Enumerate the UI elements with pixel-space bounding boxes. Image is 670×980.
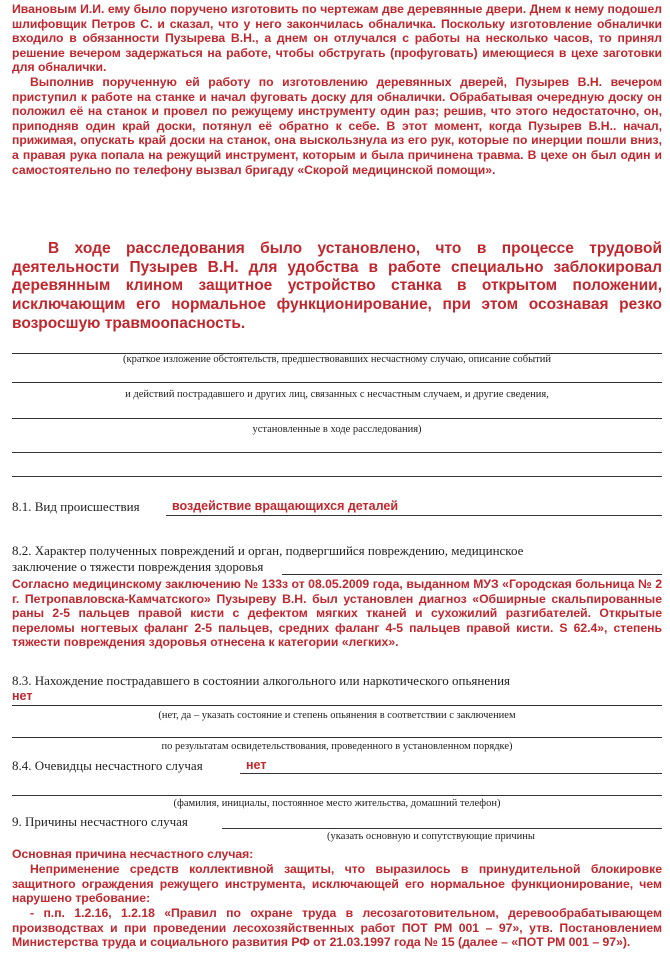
- caption-circumstances-3: установленные в ходе расследования): [252, 424, 422, 435]
- intro-paragraph-2: Выполнив порученную ей работу по изготовлению деревянных дверей, Пузырев В.Н. вечером приступил к работе на станке и начал фуговать доску для обналички. Обрабатывая очередную доску он положил её на станок и провел по режущему инструменту один раз; решив, что этого недостаточно, он, приподняв один край доски, потянул её обратно к себе. В этот момент, когда Пузырев В.Н.. начал, прижимая, опускать край доски на станок, она выскользнула из его рук, которые по инерции пошли вниз, а правая рука попала на режущий инструмент, которым и была причинена травма. В цехе он был один и самостоятельно по телефону вызвал бригаду «Скорой медицинской помощи».: [12, 74, 662, 177]
- section-9-main-cause-text: Неприменение средств коллективной защиты, что выразилось в принудительной блокировке защитного ограждения режущего инструмента, исключающей его нормальное функционирование, чем нарушено требование:: [12, 862, 662, 906]
- investigation-finding: В ходе расследования было установлено, что в процессе трудовой деятельности Пузырев В.Н. для удобства в работе специально заблокировал деревянным клином защитное устройство станка в открытом положении, исключающим его нормальное функционирование, при этом осознавая резко возросшую травмоопасность.: [12, 240, 662, 332]
- divider-line: [282, 574, 662, 575]
- divider-line: [12, 382, 662, 383]
- divider-line: [12, 476, 662, 477]
- divider-line: [12, 705, 662, 706]
- caption-circumstances-2: и действий пострадавшего и других лиц, связанных с несчастным случаем, и другие сведения,: [125, 389, 549, 400]
- section-8-3-value: нет: [12, 689, 33, 703]
- intro-text: [12, 2, 662, 177]
- section-8-1-label: 8.1. Вид происшествия: [12, 499, 140, 514]
- section-9-rule-reference: - п.п. 1.2.16, 1.2.18 «Правил по охране труда в лесозаготовительном, деревообрабатывающем производствах и при проведении лесохозяйственных работ ПОТ РМ 001 – 97», утв. Постановлением Министерства труда и социального развития РФ от 21.03.1997 года № 15 (далее – «ПОТ РМ 001 – 97»).: [12, 906, 662, 950]
- caption-circumstances-1: (краткое изложение обстоятельств, предшествовавших несчастному случаю, описание событий: [123, 354, 551, 365]
- divider-line: [222, 828, 662, 829]
- intro-paragraph-1: Ивановым И.И. ему было поручено изготовить по чертежам две деревянные двери. Днем к нему подошел шлифовщик Петров С. и сказал, что у него закончилась обналичка. Поскольку изготовление обналички входило в обязанности Пузырева В.Н., а днем он отлучался с работы на несколько часов, то принял решение вечером задержаться на работе, чтобы обстругать (профуговать) имеющиеся в цехе заготовки для обналички.: [12, 2, 662, 75]
- section-8-2-label-1: 8.2. Характер полученных повреждений и орган, подвергшийся повреждению, медицинское: [12, 543, 524, 558]
- section-8-4-label: 8.4. Очевидцы несчастного случая: [12, 758, 203, 773]
- divider-line: [166, 515, 662, 516]
- section-8-1-value: воздействие вращающихся деталей: [172, 499, 399, 513]
- divider-line: [240, 773, 662, 774]
- caption-witnesses: (фамилия, инициалы, постоянное место жительства, домашний телефон): [173, 798, 501, 809]
- divider-line: [12, 795, 662, 796]
- section-8-3-label: 8.3. Нахождение пострадавшего в состоянии алкогольного или наркотического опьянения: [12, 673, 511, 688]
- divider-line: [12, 737, 662, 738]
- caption-causes: (указать основную и сопутствующие причины: [327, 831, 535, 842]
- section-8-4-value: нет: [246, 758, 267, 772]
- section-8-2-label-2: заключение о тяжести повреждения здоровья: [12, 559, 264, 574]
- divider-line: [12, 452, 662, 453]
- divider-line: [12, 418, 662, 419]
- section-9-label: 9. Причины несчастного случая: [12, 814, 188, 829]
- caption-intoxication-1: (нет, да – указать состояние и степень опьянения в соответствии с заключением: [158, 710, 516, 721]
- caption-intoxication-2: по результатам освидетельствования, проведенного в установленном порядке): [161, 741, 513, 752]
- section-8-2-value: Согласно медицинскому заключению № 133з от 08.05.2009 года, выданном МУЗ «Городская больница № 2 г. Петропавловска-Камчатского» Пузыреву В.Н. был установлен диагноз «Обширные скальпированные раны 2-5 пальцев правой кисти с дефектом мягких тканей и сухожилий разгибателей. Открытые переломы ногтевых фаланг 2-5 пальцев, средних фаланг 4-5 пальцев правой кисти. S 62.4», степень тяжести повреждения здоровья отнесена к категории «легких».: [12, 577, 662, 650]
- section-9-main-cause-title: Основная причина несчастного случая:: [12, 847, 254, 861]
